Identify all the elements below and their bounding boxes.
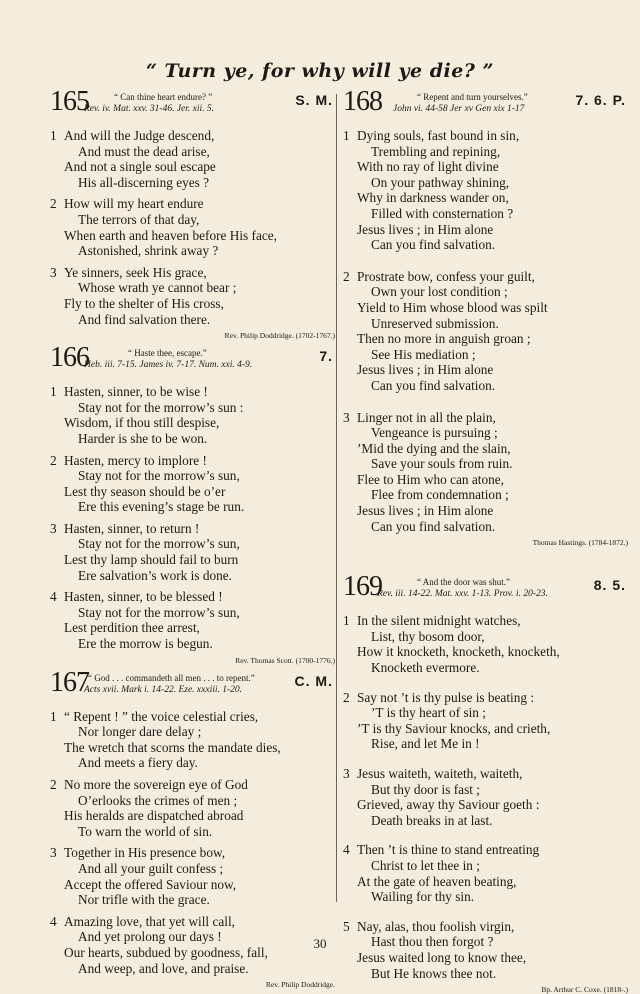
verse-line: Lest perdition thee arrest,	[64, 620, 200, 636]
hymn-169	[343, 571, 628, 994]
stanza-number: 5	[343, 918, 350, 934]
hymn-number: 169	[343, 571, 382, 603]
verse-line: Say not ’t is thy pulse is beating :	[357, 689, 535, 705]
verse-line: The terrors of that day,	[78, 211, 200, 227]
verse-line: Harder is she to be won.	[78, 430, 208, 446]
stanza-number: 2	[343, 689, 350, 705]
stanza-number: 1	[50, 384, 57, 400]
hymn-scripture-refs: Rev. iv. Mat. xxv. 31-46. Jer. xii. 5.	[84, 104, 215, 114]
verse-line: Nor longer dare delay ;	[78, 724, 202, 740]
stanza	[343, 842, 628, 904]
hymn-motto: “ Haste thee, escape.”	[128, 348, 207, 359]
verse-line: Can you find salvation.	[371, 377, 496, 393]
verse-line: Save your souls from ruin.	[371, 456, 513, 472]
verse-line: ’T is thy Saviour knocks, and crieth,	[357, 720, 551, 736]
stanza-number: 4	[50, 589, 57, 605]
verse-line: Ere the morrow is begun.	[78, 636, 213, 652]
stanza	[343, 269, 628, 394]
verse-line: Jesus waited long to know thee,	[357, 949, 527, 965]
hymn-number: 168	[343, 86, 382, 117]
hymn-attribution: Rev. Thomas Scott. (1700-1776.)	[235, 655, 335, 665]
verse-line: Flee from condemnation ;	[371, 487, 509, 503]
verse-line: With no ray of light divine	[357, 159, 499, 175]
stanza	[50, 777, 335, 839]
verse-line: Stay not for the morrow’s sun,	[78, 468, 240, 484]
verse-line: Nay, alas, thou foolish virgin,	[357, 918, 515, 934]
verse-line: Death breaks in at last.	[371, 812, 493, 828]
verse-line: To warn the world of sin.	[78, 823, 213, 839]
verse-line: Whose wrath ye cannot bear ;	[78, 280, 237, 296]
verse-line: His heralds are dispatched abroad	[64, 808, 244, 824]
verse-line: “ Repent ! ” the voice celestial cries,	[64, 708, 259, 724]
stanza	[343, 690, 628, 752]
verse-line: Own your lost condition ;	[371, 284, 508, 300]
verse-line: And weep, and love, and praise.	[78, 960, 249, 976]
hymn-meter: 7.	[319, 348, 333, 365]
hymn-number: 166	[50, 342, 89, 374]
verse-line: Amazing love, that yet will call,	[64, 913, 235, 929]
stanza	[50, 196, 335, 258]
verse-line: Jesus lives ; in Him alone	[357, 362, 494, 378]
page-title: “ Turn ye, for why will ye die? ”	[146, 60, 494, 82]
verse-line: Wisdom, if thou still despise,	[64, 415, 220, 431]
hymn-attribution: Bp. Arthur C. Coxe. (1818-.)	[541, 985, 628, 994]
verse-line: Nor trifle with the grace.	[78, 892, 210, 908]
hymn-scripture-refs: Acts xvii. Mark i. 14-22. Eze. xxxiii. 1-20.	[84, 684, 243, 695]
verse-line: Fly to the shelter of His cross,	[64, 295, 224, 311]
right-column	[343, 86, 628, 994]
verse-line: And must the dead arise,	[78, 143, 210, 159]
verse-line: When earth and heaven before His face,	[64, 227, 278, 243]
stanza-number: 1	[343, 613, 350, 629]
column-divider	[336, 94, 337, 902]
verse-line: Linger not in all the plain,	[357, 409, 496, 425]
verse-line: Filled with consternation ?	[371, 205, 514, 221]
verse-line: Jesus lives ; in Him alone	[357, 503, 494, 519]
verse-line: Ere salvation’s work is done.	[78, 567, 232, 583]
stanza-number: 3	[50, 845, 57, 861]
verse-line: Trembling and repining,	[371, 143, 501, 159]
verse-line: On your pathway shining,	[371, 174, 510, 190]
hymn-motto: “ Repent and turn yourselves.”	[417, 92, 528, 102]
hymn-attribution: Rev. Philip Doddridge. (1702-1767.)	[224, 331, 335, 341]
hymn-number: 165	[50, 86, 89, 117]
stanza-number: 2	[50, 196, 57, 212]
verse-line: Grieved, away thy Saviour goeth :	[357, 797, 540, 813]
verse-line: The wretch that scorns the mandate dies,	[64, 739, 281, 755]
verse-line: Astonished, shrink away ?	[78, 243, 219, 259]
verse-line: Hasten, sinner, to be blessed !	[64, 589, 223, 605]
hymn-motto: “ And the door was shut.”	[417, 577, 510, 588]
verse-line: Wailing for thy sin.	[371, 889, 475, 905]
verse-line: Then no more in anguish groan ;	[357, 331, 531, 347]
verse-line: His all-discerning eyes ?	[78, 174, 210, 190]
hymn-165	[50, 86, 335, 341]
verse-line: And meets a fiery day.	[78, 755, 198, 771]
stanza-number: 3	[343, 766, 350, 781]
verse-line: Yield to Him whose blood was spilt	[357, 299, 548, 315]
verse-line: ’Mid the dying and the slain,	[357, 440, 511, 456]
hymn-meter: 7. 6. P.	[575, 92, 626, 108]
left-column	[50, 86, 335, 990]
hymn-header	[50, 342, 335, 378]
stanza-number: 3	[50, 264, 57, 280]
stanza-number: 3	[50, 520, 57, 536]
stanza-number: 3	[343, 409, 350, 425]
verse-line: Hast thou then forgot ?	[371, 934, 494, 950]
stanza	[50, 384, 335, 446]
verse-line: O’erlooks the crimes of men ;	[78, 792, 238, 808]
stanza-number: 2	[50, 452, 57, 468]
hymn-meter: S. M.	[295, 92, 333, 108]
verse-line: Dying souls, fast bound in sin,	[357, 128, 520, 143]
verse-line: See His mediation ;	[371, 346, 476, 362]
verse-line: ’T is thy heart of sin ;	[371, 705, 486, 721]
verse-line: Unreserved submission.	[371, 315, 499, 331]
hymn-motto: “ God . . . commandeth all men . . . to repent.”	[88, 672, 255, 683]
verse-line: Lest thy lamp should fail to burn	[64, 552, 239, 568]
page-number: 30	[313, 936, 327, 951]
stanza	[50, 709, 335, 771]
verse-line: List, thy bosom door,	[371, 628, 485, 644]
verse-line: And not a single soul escape	[64, 159, 216, 175]
hymn-scripture-refs: Heb. iii. 7-15. James iv. 7-17. Num. xxi. 4-9.	[84, 360, 253, 371]
verse-line: Then ’t is thine to stand entreating	[357, 842, 540, 858]
hymn-header	[50, 86, 335, 122]
hymn-number: 167	[50, 666, 89, 698]
hymn-168	[343, 86, 628, 548]
verse-line: And will the Judge descend,	[64, 128, 215, 143]
verse-line: Stay not for the morrow’s sun,	[78, 604, 240, 620]
hymn-header	[343, 571, 628, 607]
verse-line: Can you find salvation.	[371, 518, 496, 534]
verse-line: And all your guilt confess ;	[78, 860, 224, 876]
verse-line: Stay not for the morrow’s sun :	[78, 399, 244, 415]
stanza-number: 4	[343, 842, 350, 858]
verse-line: Ye sinners, seek His grace,	[64, 264, 207, 280]
verse-line: How it knocketh, knocketh, knocketh,	[357, 644, 560, 660]
verse-line: Stay not for the morrow’s sun,	[78, 536, 240, 552]
stanza-number: 2	[343, 268, 350, 284]
verse-line: Prostrate bow, confess your guilt,	[357, 268, 535, 284]
verse-line: Lest thy season should be o’er	[64, 483, 226, 499]
hymn-scripture-refs: Rev. iii. 14-22. Mat. xxv. 1-13. Prov. i. 20-23.	[377, 589, 548, 600]
verse-line: In the silent midnight watches,	[357, 613, 521, 629]
verse-line: And yet prolong our days !	[78, 929, 222, 945]
verse-line: Jesus waiteth, waiteth, waiteth,	[357, 766, 523, 781]
hymn-scripture-refs: John vi. 44-58 Jer xv Gen xix 1-17	[393, 104, 525, 114]
stanza	[50, 845, 335, 907]
stanza	[50, 521, 335, 583]
stanza	[343, 128, 628, 253]
stanza-number: 1	[50, 128, 57, 143]
verse-line: Together in His presence bow,	[64, 845, 226, 861]
hymn-motto: “ Can thine heart endure? ”	[114, 92, 213, 102]
stanza-number: 1	[50, 708, 57, 724]
hymn-meter: C. M.	[294, 672, 333, 689]
verse-line: Can you find salvation.	[371, 237, 496, 253]
stanza	[343, 766, 628, 828]
verse-line: At the gate of heaven beating,	[357, 873, 517, 889]
stanza-number: 2	[50, 777, 57, 792]
verse-line: Vengeance is pursuing ;	[371, 425, 498, 441]
verse-line: And find salvation there.	[78, 311, 211, 327]
verse-line: Christ to let thee in ;	[371, 857, 480, 873]
stanza-number: 1	[343, 128, 350, 143]
hymn-attribution: Thomas Hastings. (1784-1872.)	[532, 538, 628, 548]
verse-line: But He knows thee not.	[371, 965, 497, 981]
verse-line: But thy door is fast ;	[371, 781, 480, 797]
stanza	[50, 265, 335, 327]
stanza	[343, 410, 628, 535]
verse-line: How will my heart endure	[64, 196, 204, 212]
hymn-attribution: Rev. Philip Doddridge.	[265, 980, 335, 990]
hymn-header	[50, 666, 335, 703]
verse-line: Hasten, sinner, to be wise !	[64, 384, 208, 400]
hymn-166	[50, 342, 335, 665]
verse-line: Hasten, sinner, to return !	[64, 520, 200, 536]
stanza	[343, 613, 628, 675]
stanza-number: 4	[50, 913, 57, 929]
stanza	[50, 453, 335, 515]
verse-line: Flee to Him who can atone,	[357, 471, 504, 487]
stanza	[50, 128, 335, 190]
stanza	[50, 589, 335, 651]
verse-line: Why in darkness wander on,	[357, 190, 509, 206]
verse-line: Our hearts, subdued by goodness, fall,	[64, 944, 268, 960]
verse-line: No more the sovereign eye of God	[64, 777, 248, 792]
verse-line: Knocketh evermore.	[371, 660, 480, 676]
verse-line: Hasten, mercy to implore !	[64, 452, 207, 468]
verse-line: Ere this evening’s stage be run.	[78, 499, 245, 515]
verse-line: Rise, and let Me in !	[371, 736, 480, 752]
hymn-header	[343, 86, 628, 122]
verse-line: Jesus lives ; in Him alone	[357, 221, 494, 237]
hymn-meter: 8. 5.	[593, 577, 626, 594]
verse-line: Accept the offered Saviour now,	[64, 876, 237, 892]
